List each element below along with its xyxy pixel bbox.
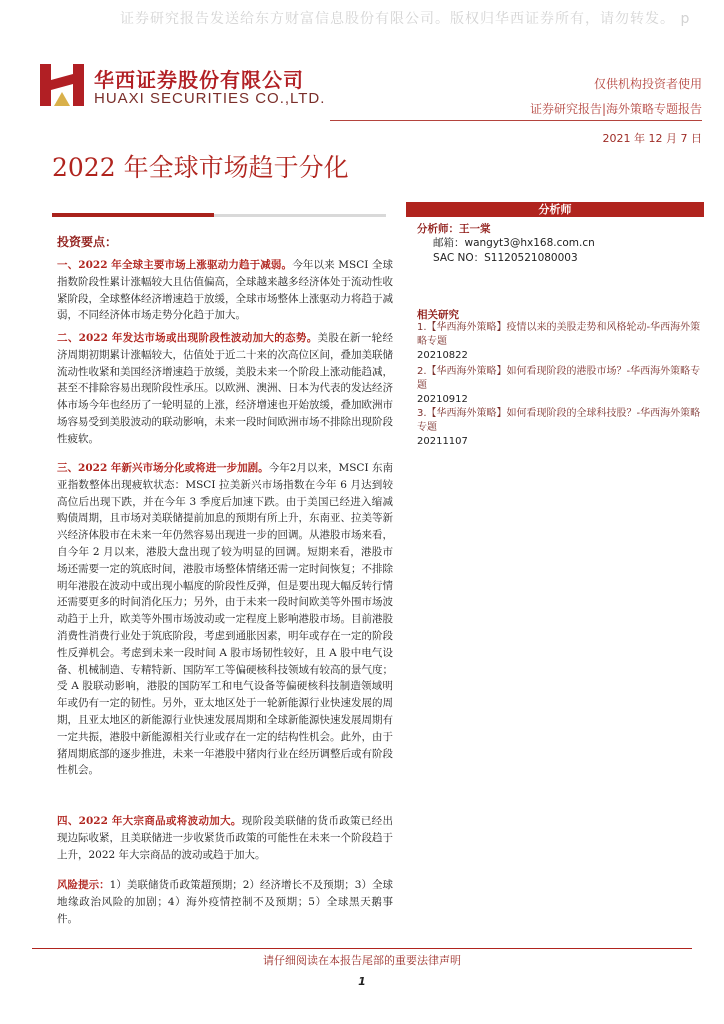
highlight-text: 今年以来 MSCI 全球指数阶段性累计涨幅较大且估值偏高，全球越来越多经济体处于流动性收紧阶段，全球整体经济增速趋于放缓，全球市场整体上涨驱动力将趋于减弱，不同经济体市场走势分化趋于加大。	[57, 259, 393, 322]
related-item-date: 20211107	[417, 436, 468, 447]
highlight-lead: 二、2022 年发达市场或出现阶段性波动加大的态势。	[57, 332, 318, 344]
highlights-heading: 投资要点：	[57, 235, 118, 249]
risk-warning	[57, 877, 393, 927]
highlight-paragraph-3	[57, 460, 393, 779]
institution-note: 仅供机构投资者使用	[593, 77, 702, 91]
footer-divider	[32, 948, 692, 949]
watermark: 证券研究报告发送给东方财富信息股份有限公司。版权归华西证券所有，请勿转发。 p	[120, 11, 691, 27]
company-name-en: HUAXI SECURITIES CO.,LTD.	[94, 90, 326, 107]
footer-disclaimer: 请仔细阅读在本报告尾部的重要法律声明	[263, 954, 461, 967]
related-item-title[interactable]: 3.【华西海外策略】如何看现阶段的全球科技股？-华西海外策略专题	[417, 408, 701, 433]
highlight-paragraph-4	[57, 813, 393, 863]
risk-label: 风险提示：	[57, 879, 110, 891]
highlight-text: 今年2月以来，MSCI 东南亚指数整体出现疲软状态：MSCI 拉美新兴市场指数在今年 6 月达到较高位后出现下跌，并在今年 3 季度后加速下跌。由于美国已经进入缩减购债周期，且市场对美联储提前加息的预期有所上升，东南亚、拉美等新兴经济体股市在未来一年仍然容易出现进一步的回调。从港股市场来看，自今年 2 月以来，港股大盘出现了较为明显的回调。短期来看，港股市场还需要一定的筑底时间，港股市场整体情绪还需一定时间恢复；不排除明年港股在波动中或出现小幅度的阶段性反弹，但是要出现大幅反转行情还需要更多的时间消化压力；另外，由于未来一段时间欧美等外围市场波动趋于上升，欧美等外围市场波动或一定程度上影响港股市场。目前港股消费性消费行业处于筑底阶段，考虑到通胀因素，明年或存在一定的阶段性反弹机会。考虑到未来一段时间 A 股市场韧性较好，且 A 股中电气设备、机械制造、专精特新、国防军工等偏硬核科技领域有较高的景气度；受 A 股联动影响，港股的国防军工和电气设备等偏硬核科技制造领域明年或仍有一定的韧性。另外，亚太地区处于一轮新能源行业快速发展的周期，且亚太地区的新能源行业快速发展周期和全球新能源快速发展周期有一定共振，港股中新能源相关行业或存在一定的结构性机会。此外，由于猪周期底部的逐步推进，未来一年港股中猪肉行业在经历调整后或有阶段性机会。	[57, 462, 393, 777]
highlight-lead: 三、2022 年新兴市场分化或将进一步加剧。	[57, 462, 269, 474]
title-underline-accent	[52, 213, 214, 217]
related-research-title: 相关研究	[417, 309, 459, 321]
risk-text: 1）美联储货币政策超预期；2）经济增长不及预期；3）全球地缘政治风险的加剧；4）海外疫情控制不及预期；5）全球黑天鹅事件。	[57, 879, 394, 925]
report-title: 2022 年全球市场趋于分化	[52, 153, 349, 182]
related-item[interactable]	[417, 407, 707, 449]
related-item[interactable]	[417, 365, 707, 407]
highlight-paragraph-1	[57, 257, 393, 324]
related-item-title[interactable]: 2.【华西海外策略】如何看现阶段的港股市场？-华西海外策略专题	[417, 366, 701, 391]
highlight-text: 现阶段美联储的货币政策已经出现边际收紧，且美联储进一步收紧货币政策的可能性在未来一个阶段趋于上升，2022 年大宗商品的波动或趋于加大。	[57, 815, 393, 861]
analyst-email[interactable]: 邮箱：wangyt3@hx168.com.cn	[433, 237, 595, 249]
analyst-sac-number: SAC NO：S1120521080003	[433, 252, 578, 264]
related-item[interactable]	[417, 321, 707, 363]
analyst-name: 分析师：王一棠	[417, 223, 491, 235]
header-divider	[330, 120, 702, 121]
related-item-title[interactable]: 1.【华西海外策略】疫情以来的美股走势和风格轮动-华西海外策略专题	[417, 322, 701, 347]
highlight-text: 美股在新一轮经济周期初期累计涨幅较大，估值处于近二十来的次高位区间，叠加美联储流动性收紧和美国经济增速趋于放缓，美股未来一个阶段上涨动能趋减，甚至不排除容易出现阶段性承压。以欧洲、澳洲、日本为代表的发达经济体市场今年也经历了一轮明显的上涨，经济增速也开始放缓，叠加欧洲市场容易受到美股波动的联动影响，未来一段时间欧洲市场不排除出现阶段性疲软。	[57, 332, 393, 445]
highlight-paragraph-2	[57, 330, 393, 448]
huaxi-logo	[40, 64, 84, 106]
related-item-date: 20210822	[417, 350, 468, 361]
page-number: 1	[358, 975, 366, 988]
report-date: 2021 年 12 月 7 日	[602, 132, 702, 145]
report-type: 证券研究报告|海外策略专题报告	[529, 102, 702, 116]
analyst-header-label: 分析师	[538, 203, 572, 216]
highlight-lead: 四、2022 年大宗商品或将波动加大。	[57, 815, 242, 827]
related-item-date: 20210912	[417, 394, 468, 405]
company-name-cn: 华西证券股份有限公司	[94, 68, 304, 92]
highlight-lead: 一、2022 年全球主要市场上涨驱动力趋于减弱。	[57, 259, 293, 271]
